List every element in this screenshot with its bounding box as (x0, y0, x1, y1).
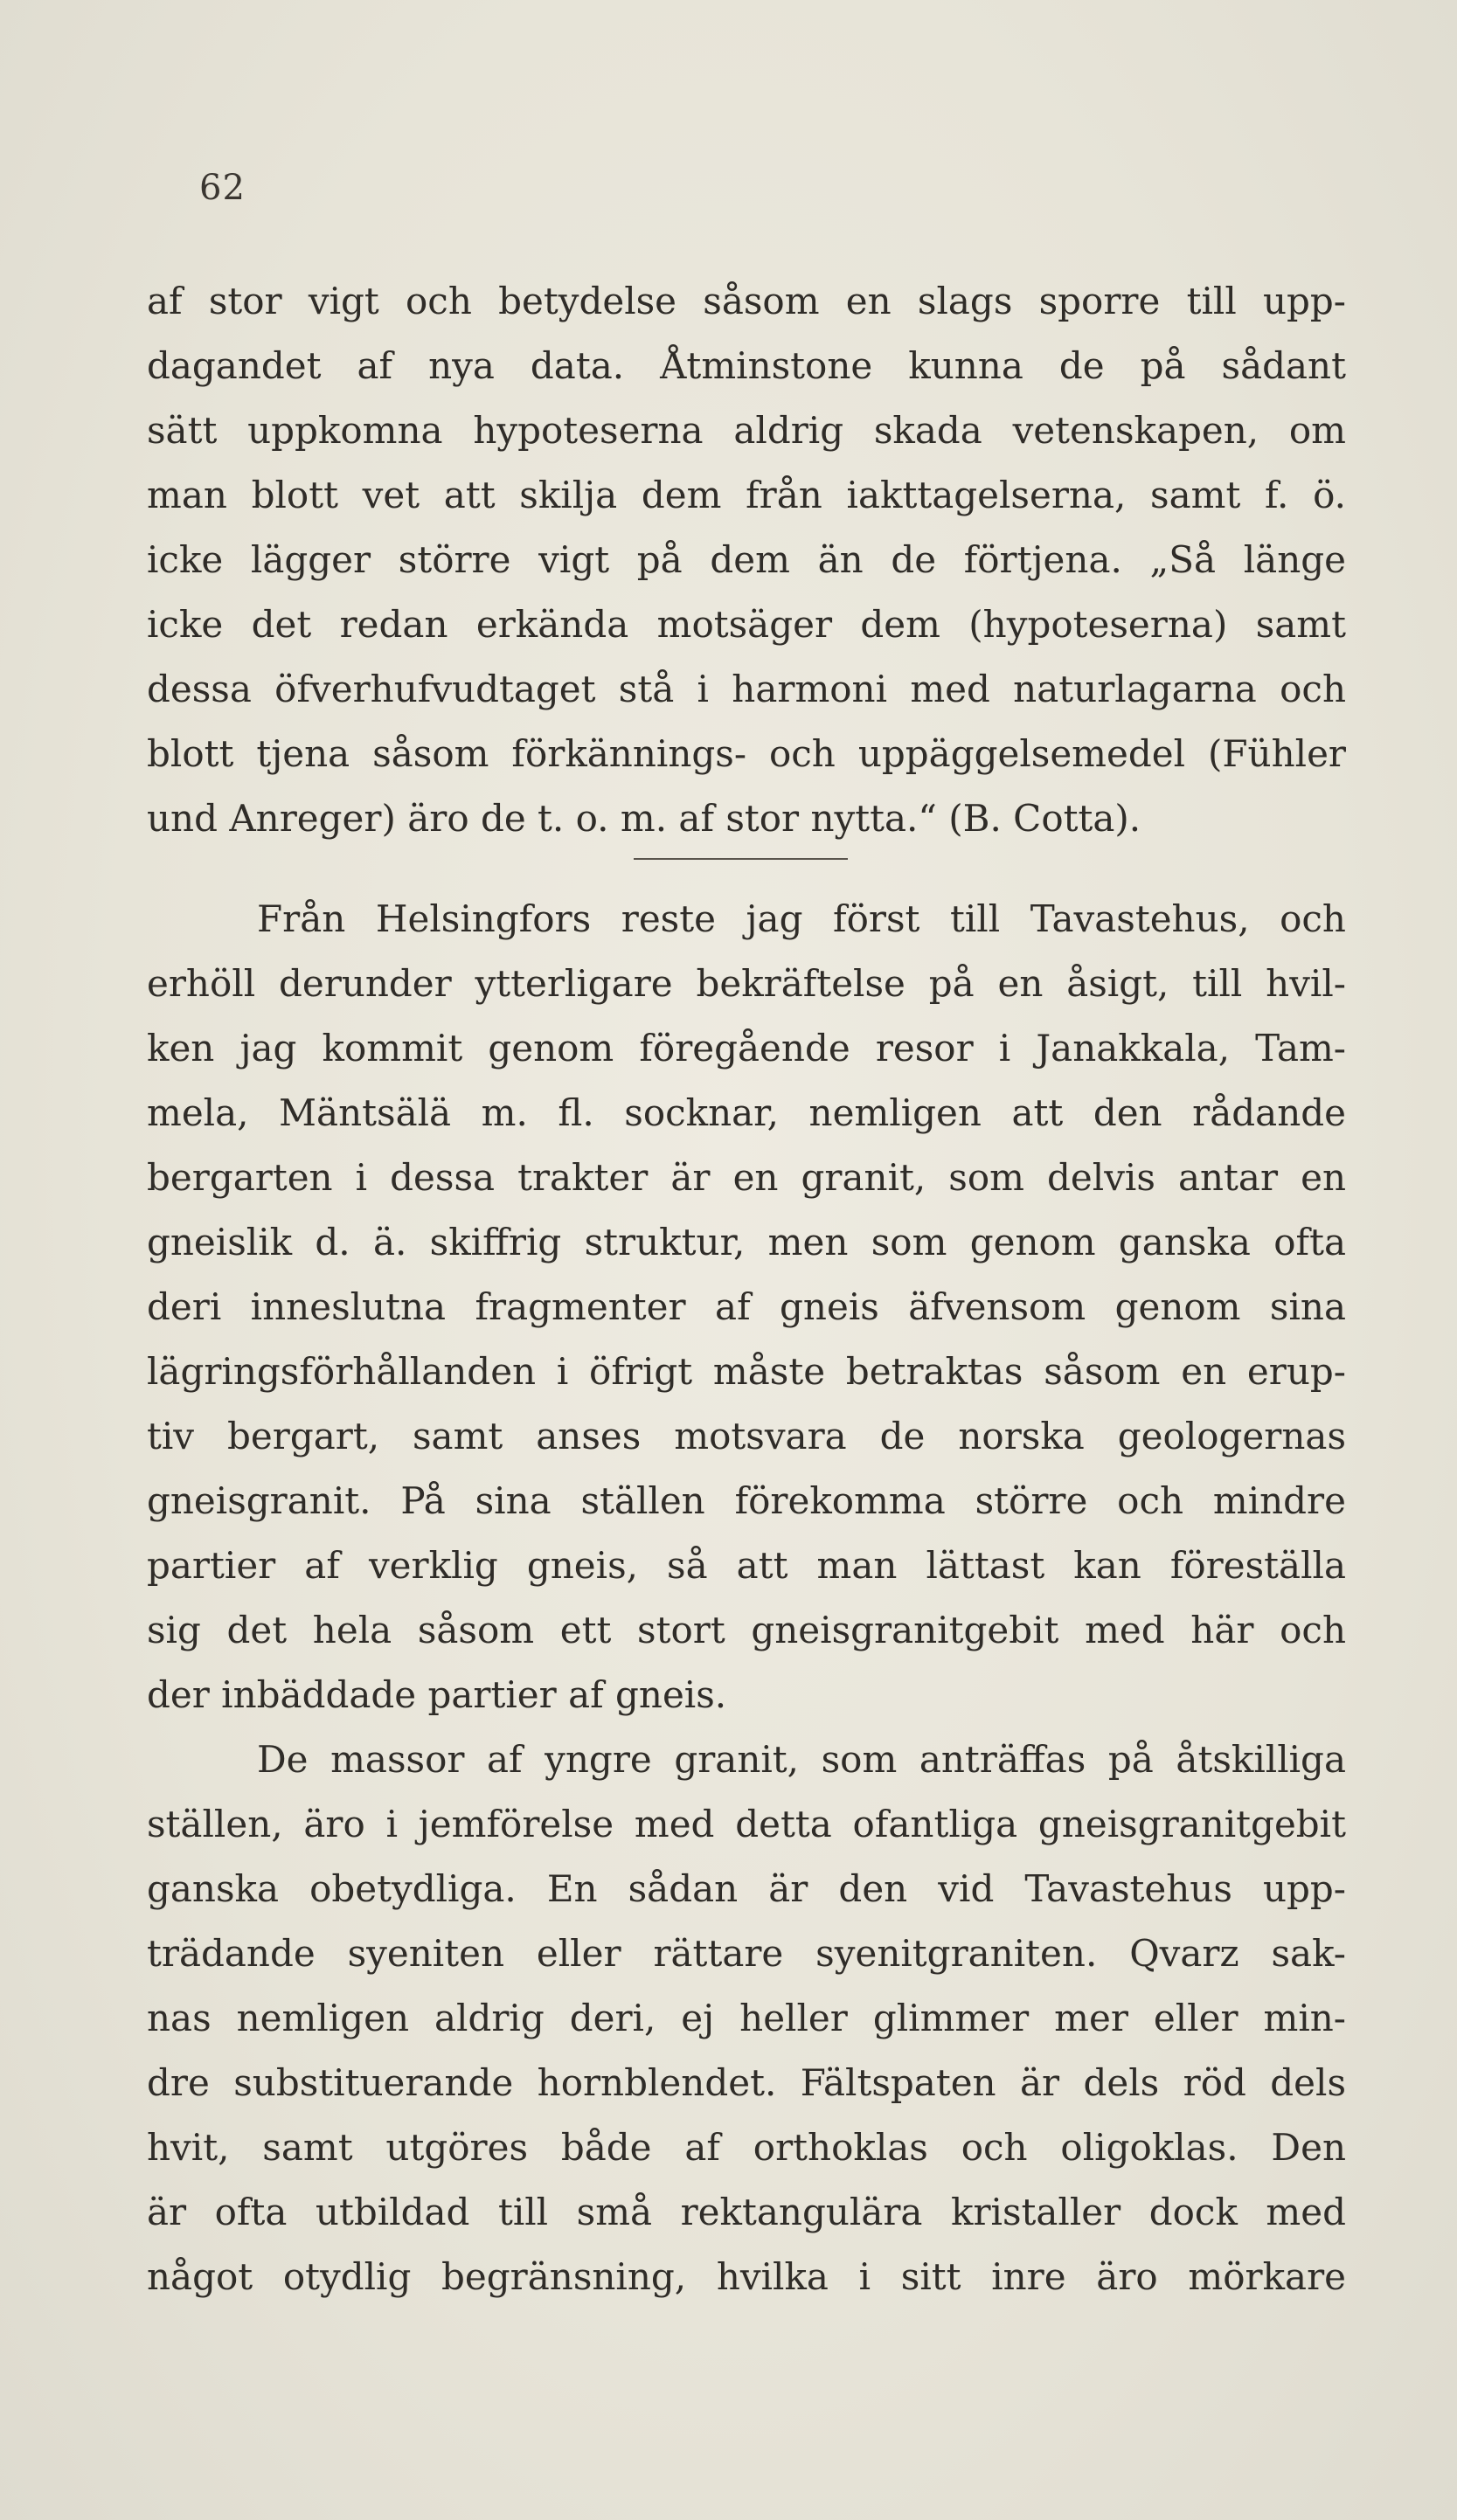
text-line: lägringsförhållanden i öfrigt måste betraktas såsom en erup- (147, 1350, 1346, 1393)
text-line: deri inneslutna fragmenter af gneis äfvensom genom sina (147, 1285, 1346, 1328)
text-line: blott tjena såsom förkännings- och uppäggelsemedel (Fühler (147, 732, 1346, 775)
text-line: ken jag kommit genom föregående resor i Janakkala, Tam- (147, 1027, 1346, 1070)
text-line: man blott vet att skilja dem från iakttagelserna, samt f. ö. (147, 474, 1346, 516)
text-line: af stor vigt och betydelse såsom en slags sporre till upp- (147, 280, 1346, 322)
text-line: Från Helsingfors reste jag först till Tavastehus, och (257, 897, 1346, 940)
text-line: dre substituerande hornblendet. Fältspaten är dels röd dels (147, 2061, 1346, 2104)
text-line: tiv bergart, samt anses motsvara de norska geologernas (147, 1415, 1346, 1457)
text-line: dessa öfverhufvudtaget stå i harmoni med naturlagarna och (147, 668, 1346, 710)
text-line: hvit, samt utgöres både af orthoklas och oligoklas. Den (147, 2126, 1346, 2169)
text-line: erhöll derunder ytterligare bekräftelse på en åsigt, till hvil- (147, 962, 1346, 1005)
paragraph-hypotheses (147, 269, 1346, 851)
text-line: något otydlig begränsning, hvilka i sitt inre äro mörkare (147, 2255, 1346, 2298)
text-line: sätt uppkomna hypoteserna aldrig skada vetenskapen, om (147, 409, 1346, 452)
text-line: icke lägger större vigt på dem än de förtjena. „Så länge (147, 538, 1346, 581)
text-line: gneislik d. ä. skiffrig struktur, men som genom ganska ofta (147, 1221, 1346, 1263)
text-line: ställen, äro i jemförelse med detta ofantliga gneisgranitgebit (147, 1803, 1346, 1845)
text-line: der inbäddade partier af gneis. (147, 1673, 727, 1716)
paragraph-helsingfors (147, 887, 1346, 2309)
text-line: bergarten i dessa trakter är en granit, som delvis antar en (147, 1156, 1346, 1199)
text-line: dagandet af nya data. Åtminstone kunna de på sådant (147, 344, 1346, 387)
text-line: mela, Mäntsälä m. fl. socknar, nemligen att den rådande (147, 1091, 1346, 1134)
text-line: nas nemligen aldrig deri, ej heller glimmer mer eller min- (147, 1997, 1346, 2039)
text-line: trädande syeniten eller rättare syenitgraniten. Qvarz sak- (147, 1932, 1346, 1975)
text-line: ganska obetydliga. En sådan är den vid Tavastehus upp- (147, 1867, 1346, 1910)
text-line: icke det redan erkända motsäger dem (hypoteserna) samt (147, 603, 1346, 646)
text-line: är ofta utbildad till små rektangulära kristaller dock med (147, 2191, 1346, 2233)
text-line: partier af verklig gneis, så att man lättast kan föreställa (147, 1544, 1346, 1587)
text-line: gneisgranit. På sina ställen förekomma större och mindre (147, 1479, 1346, 1522)
section-divider (634, 858, 848, 860)
text-line: De massor af yngre granit, som anträffas på åtskilliga (257, 1738, 1346, 1781)
text-line: sig det hela såsom ett stort gneisgranitgebit med här och (147, 1609, 1346, 1651)
page-number: 62 (199, 168, 246, 208)
text-line: und Anreger) äro de t. o. m. af stor nytta.“ (B. Cotta). (147, 797, 1141, 840)
